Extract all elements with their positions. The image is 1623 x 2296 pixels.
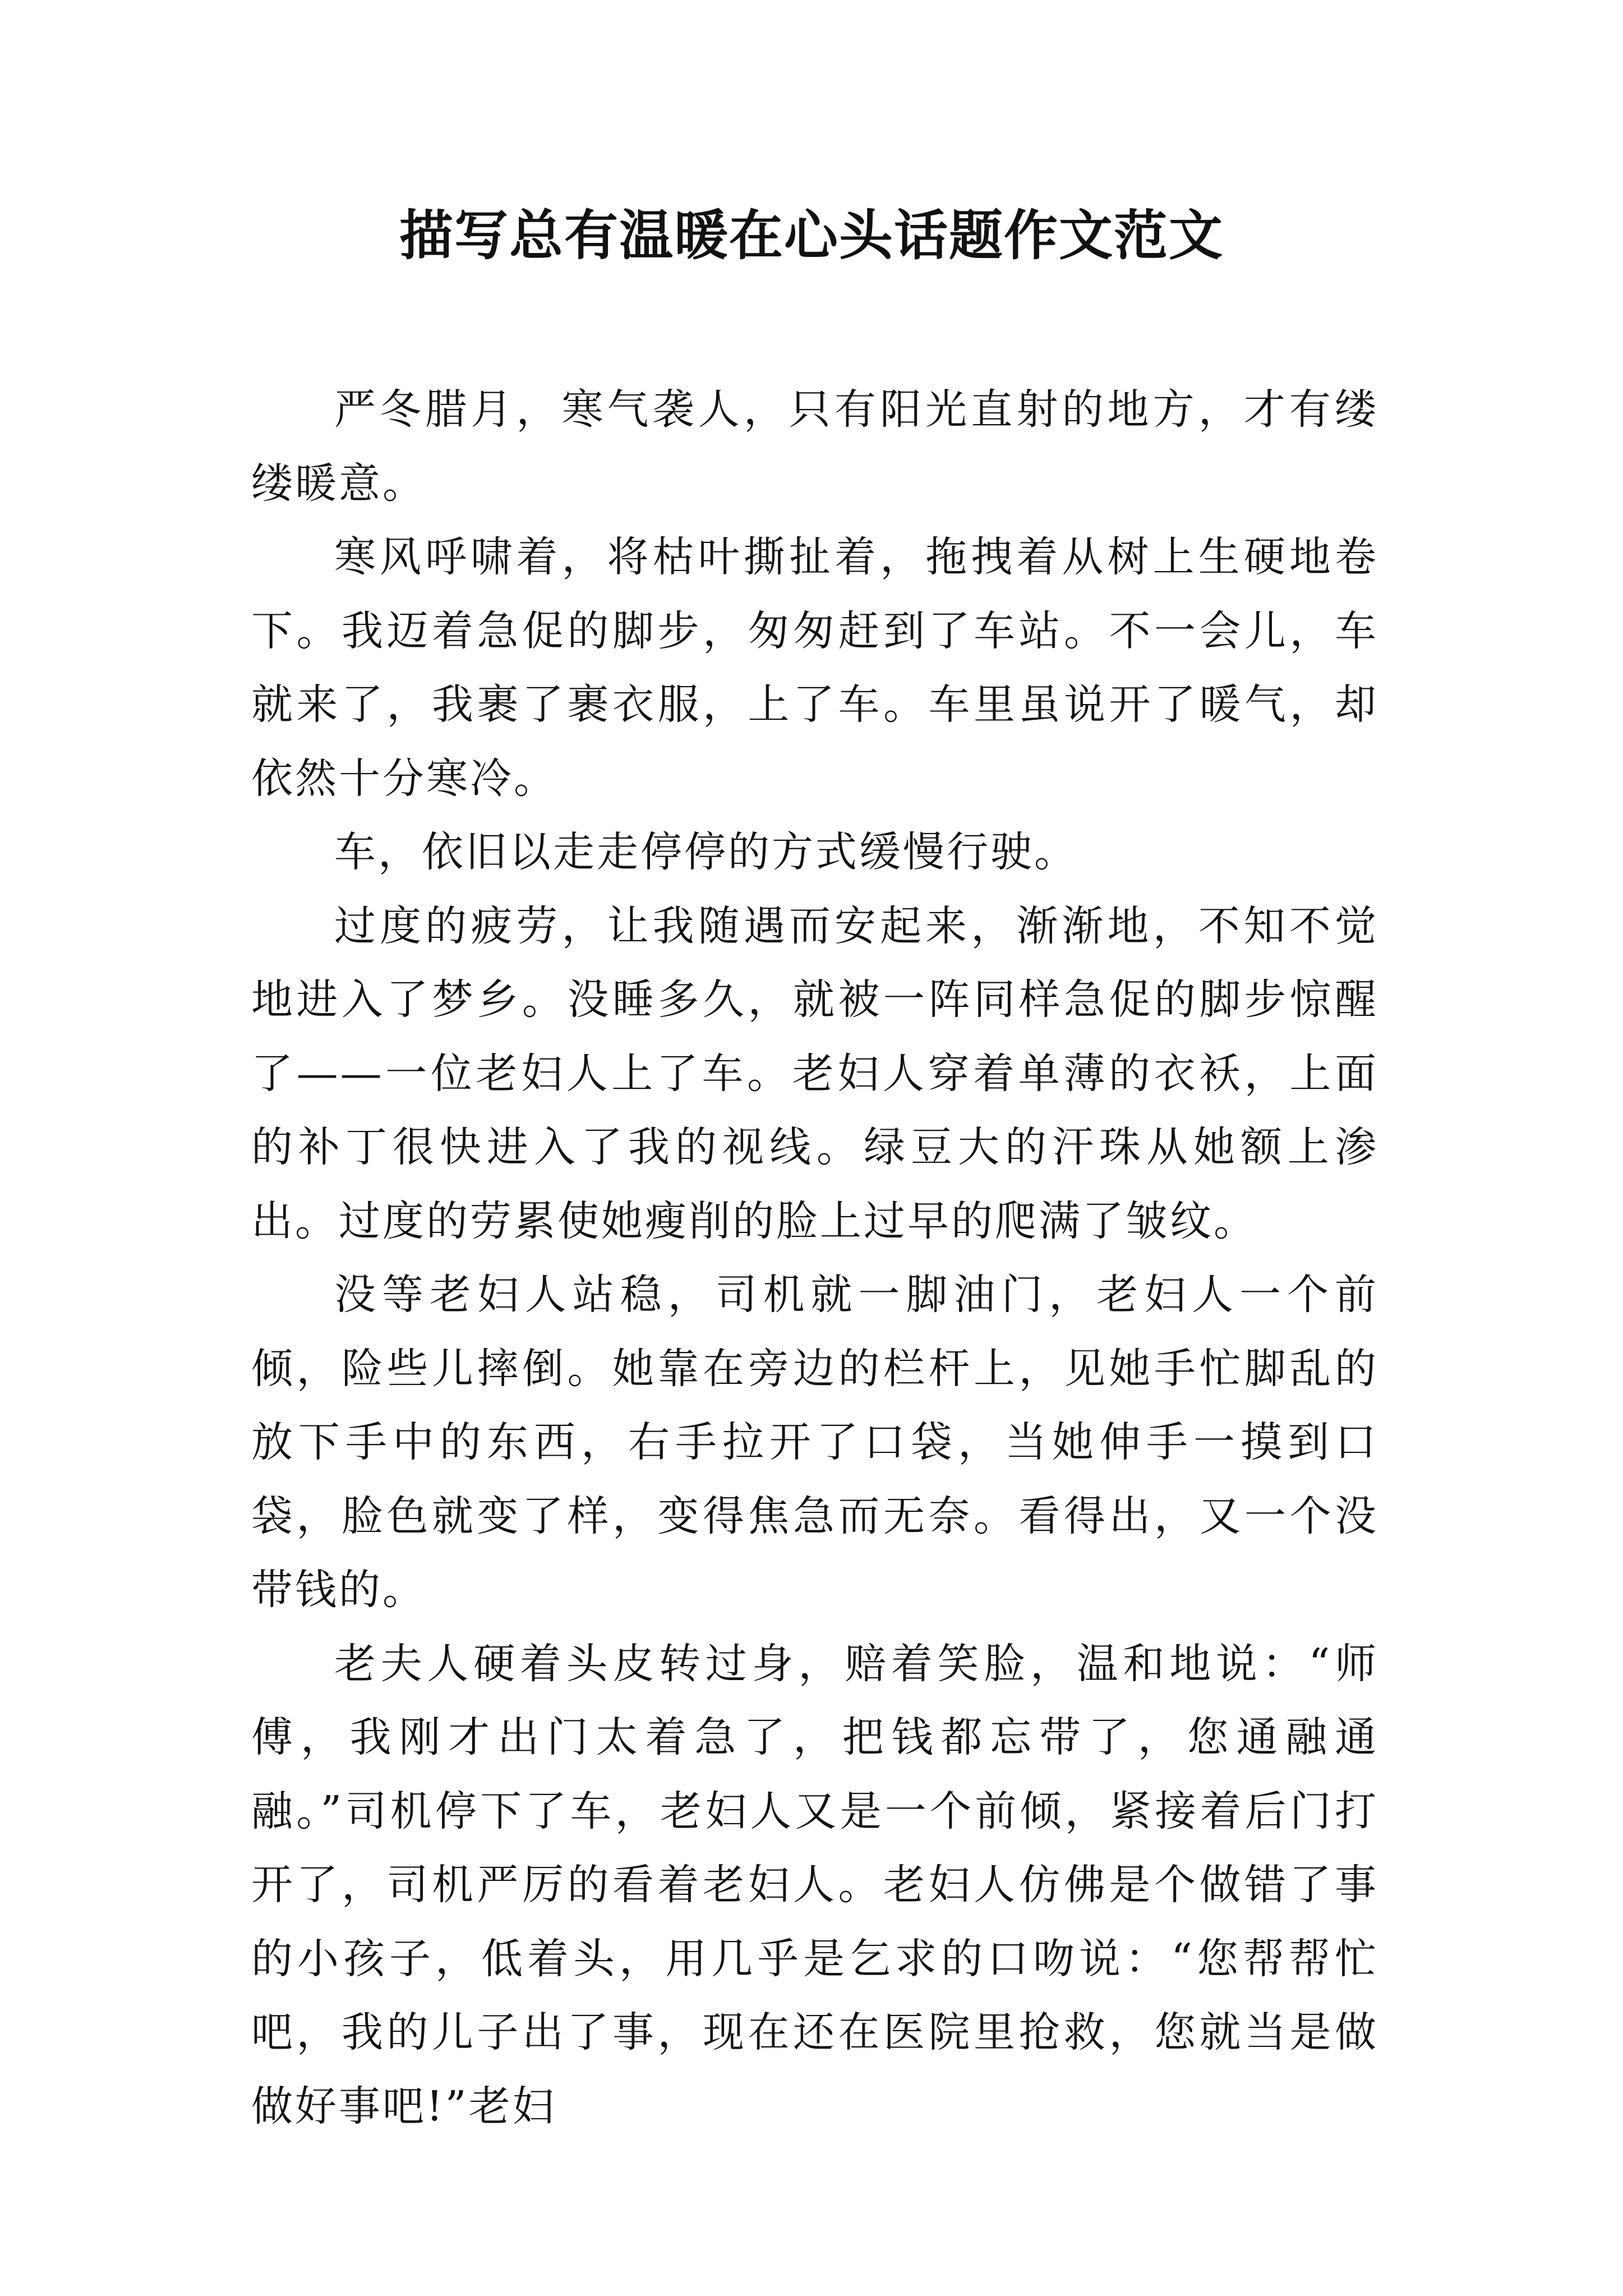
paragraph-1: 严冬腊月，寒气袭人，只有阳光直射的地方，才有缕缕暖意。 xyxy=(251,385,1378,508)
paragraph-3: 车，依旧以走走停停的方式缓慢行驶。 xyxy=(334,828,1078,876)
paragraph-6: 老夫人硬着头皮转过身，赔着笑脸，温和地说：“师傅，我刚才出门太着急了，把钱都忘带了，您通融通融。”司机停下了车，老妇人又是一个前倾，紧接着后门打开了，司机严厉的看着老妇人。老妇人仿佛是个做错了事的小孩子，低着头，用几乎是乞求的口吻说：“您帮帮忙吧，我的儿子出了事，现在还在医院里抢救，您就当是做做好事吧!”老妇 xyxy=(251,1639,1378,2131)
document-body xyxy=(251,373,1378,2143)
paragraph-2: 寒风呼啸着，将枯叶撕扯着，拖拽着从树上生硬地卷下。我迈着急促的脚步，匆匆赶到了车站。不一会儿，车就来了，我裹了裹衣服，上了车。车里虽说开了暖气，却依然十分寒冷。 xyxy=(251,533,1378,803)
paragraph-4: 过度的疲劳，让我随遇而安起来，渐渐地，不知不觉地进入了梦乡。没睡多久，就被一阵同样急促的脚步惊醒了——一位老妇人上了车。老妇人穿着单薄的衣袄，上面的补丁很快进入了我的视线。绿豆大的汗珠从她额上渗出。过度的劳累使她瘦削的脸上过早的爬满了皱纹。 xyxy=(251,901,1378,1245)
document-title: 描写总有温暖在心头话题作文范文 xyxy=(399,204,1224,267)
paragraph-5: 没等老妇人站稳，司机就一脚油门，老妇人一个前倾，险些儿摔倒。她靠在旁边的栏杆上，见她手忙脚乱的放下手中的东西，右手拉开了口袋，当她伸手一摸到口袋，脸色就变了样，变得焦急而无奈。看得出，又一个没带钱的。 xyxy=(251,1271,1378,1614)
